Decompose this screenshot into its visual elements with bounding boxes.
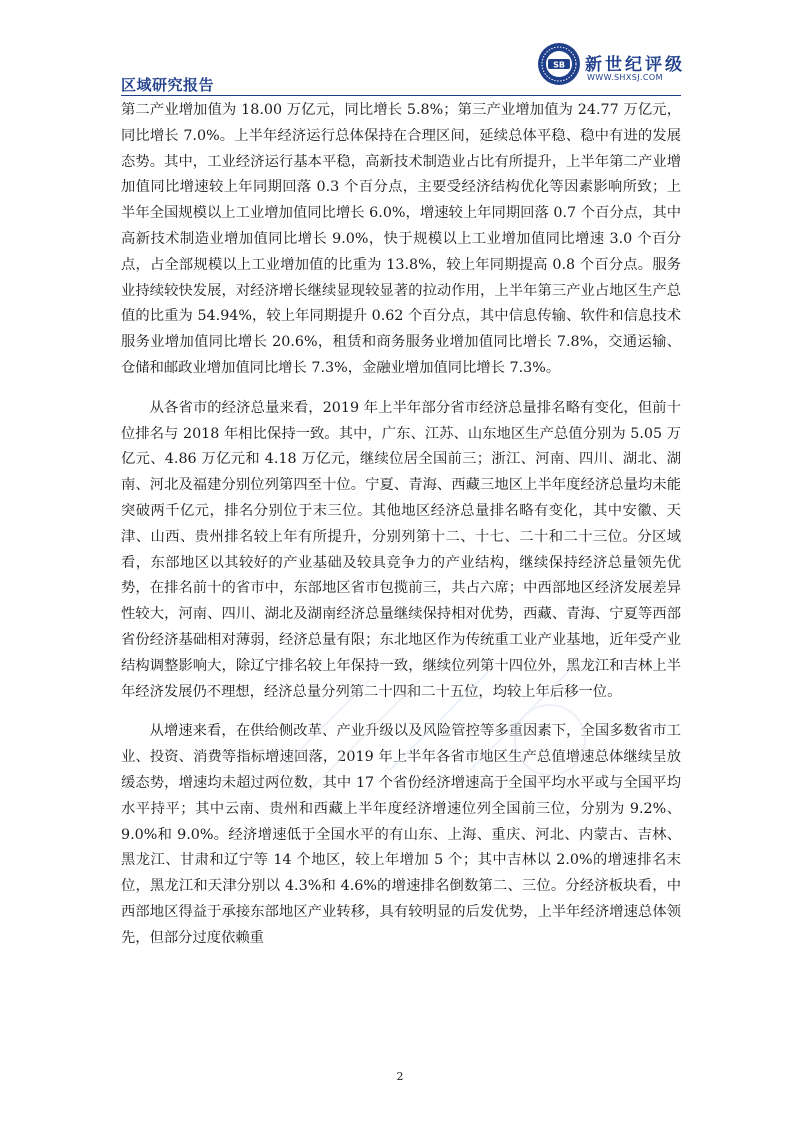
company-logo-emblem bbox=[537, 42, 581, 86]
page-header bbox=[0, 0, 800, 96]
page-number: 2 bbox=[396, 1070, 404, 1083]
report-body bbox=[121, 98, 681, 966]
header-divider bbox=[121, 95, 681, 96]
logo-badge: SB bbox=[553, 60, 565, 70]
section-title: 区域研究报告 bbox=[121, 76, 215, 94]
paragraph-growth-rates: 从增速来看，在供给侧改革、产业升级以及风险管控等多重因素下，全国多数省市工业、投资、消费等指标增速回落，2019 年上半年各省市地区生产总值增速总体继续呈放缓态势，增速均未超过两位数，其中 17 个省份经济增速高于全国平均水平或与全国平均水平持平；其中云南、贵州和西藏上半年度经济增速位列全国前三位，分别为 9.2%、9.0%和 9.0%。经济增速低于全国水平的有山东、上海、重庆、河北、内蒙古、吉林、黑龙江、甘肃和辽宁等 14 个地区，较上年增加 5 个；其中吉林以 2.0%的增速排名末位，黑龙江和天津分别以 4.3%和 4.6%的增速排名倒数第二、三位。分经济板块看，中西部地区得益于承接东部地区产业转移，具有较明显的后发优势，上半年经济增速总体领先，但部分过度依赖重 bbox=[121, 723, 681, 946]
paragraph-economic-structure: 第二产业增加值为 18.00 万亿元，同比增长 5.8%；第三产业增加值为 24.77 万亿元，同比增长 7.0%。上半年经济运行总体保持在合理区间，延续总体平稳、稳中有进的发展态势。其中，工业经济运行基本平稳，高新技术制造业占比有所提升，上半年第二产业增加值同比增速较上年同期回落 0.3 个百分点，主要受经济结构优化等因素影响所致；上半年全国规模以上工业增加值同比增长 6.0%，增速较上年同期回落 0.7 个百分点，其中高新技术制造业增加值同比增长 9.0%，快于规模以上工业增加值同比增速 3.0 个百分点，占全部规模以上工业增加值的比重为 13.8%，较上年同期提高 0.8 个百分点。服务业持续较快发展，对经济增长继续显现较显著的拉动作用，上半年第三产业占地区生产总值的比重为 54.94%，较上年同期提升 0.62 个百分点，其中信息传输、软件和信息技术服务业增加值同比增长 20.6%，租赁和商务服务业增加值同比增长 7.8%，交通运输、仓储和邮政业增加值同比增长 7.3%，金融业增加值同比增长 7.3%。 bbox=[121, 102, 681, 376]
company-logo-url: WWW.SHXSJ.COM bbox=[587, 73, 663, 82]
paragraph-provincial-totals: 从各省市的经济总量来看，2019 年上半年部分省市经济总量排名略有变化，但前十位排名与 2018 年相比保持一致。其中，广东、江苏、山东地区生产总值分别为 5.05 万亿元、4.86 万亿元和 4.18 万亿元，继续位居全国前三；浙江、河南、四川、湖北、湖南、河北及福建分别位列第四至十位。宁夏、青海、西藏三地区上半年度经济总量均未能突破两千亿元，排名分别位于末三位。其他地区经济总量排名略有变化，其中安徽、天津、山西、贵州排名较上年有所提升，分别列第十二、十七、二十和二十三位。分区域看，东部地区以其较好的产业基础及较具竞争力的产业结构，继续保持经济总量领先优势，在排名前十的省市中，东部地区省市包揽前三，共占六席；中西部地区经济发展差异性较大，河南、四川、湖北及湖南经济总量继续保持相对优势，西藏、青海、宁夏等西部省份经济基础相对薄弱，经济总量有限；东北地区作为传统重工业产业基地，近年受产业结构调整影响大，除辽宁排名较上年保持一致，继续位列第十四位外，黑龙江和吉林上半年经济发展仍不理想，经济总量分列第二十四和二十五位，均较上年后移一位。 bbox=[121, 399, 681, 700]
company-logo-name: 新世纪评级 bbox=[585, 55, 685, 75]
